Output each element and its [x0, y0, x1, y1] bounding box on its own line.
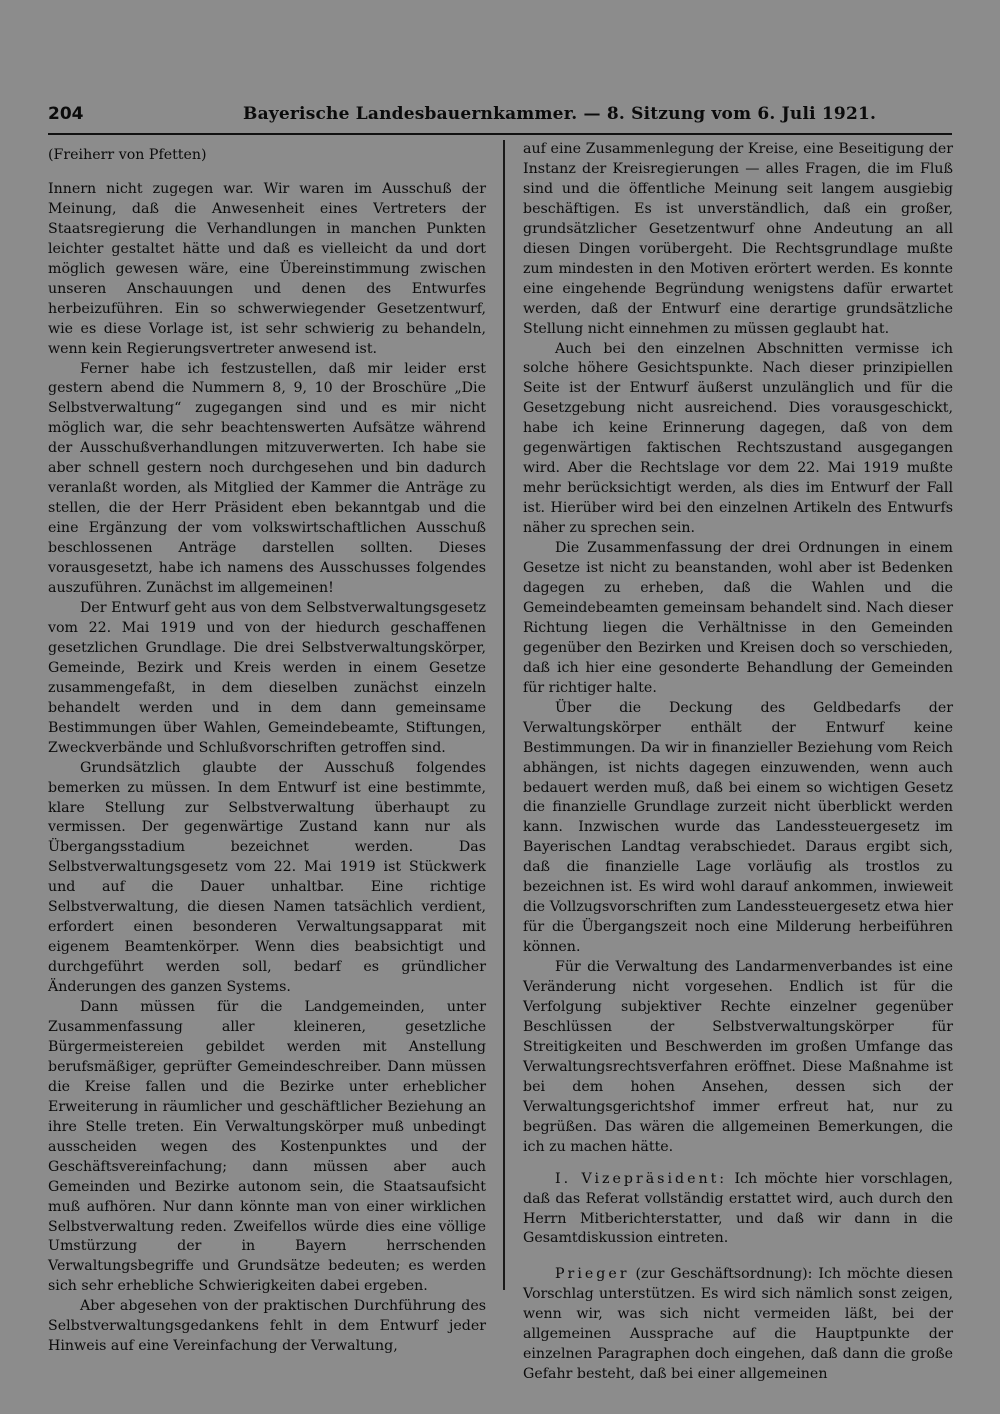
statement-text: Ich möchte hier vorschlagen, daß das Referat vollständig erstattet wird, auch durch den Herrn Mitberichterstatter, und daß wir dann in die Gesamtdiskussion eintreten.: [523, 1170, 953, 1247]
speaker-tag: (Freiherr von Pfetten): [48, 147, 207, 163]
page-header: [48, 100, 952, 130]
header-rule: [48, 133, 952, 135]
paragraph: Für die Verwaltung des Landarmenverbandes ist eine Veränderung nicht vorgesehen. Endlich ist für die Verfolgung subjektiver Rechte einzelner gegenüber Beschlüssen der Selbstverwaltungskörper für Streitigkeiten und Beschwerden im großen Umfange das Verwaltungsrechtsverfahren eröffnet. Diese Maßnahme ist bei dem hohen Ansehen, dessen sich der Verwaltungsgerichtshof immer erfreut hat, nur zu begrüßen. Das wären die allgemeinen Bemerkungen, die ich zu machen hätte.: [523, 959, 953, 1155]
paragraph: Der Entwurf geht aus von dem Selbstverwaltungsgesetz vom 22. Mai 1919 und von der hiedurch geschaffenen gesetzlichen Grundlage. Die drei Selbstverwaltungskörper, Gemeinde, Bezirk und Kreis werden in einem Gesetze zusammengefaßt, in dem dieselben zunächst einzeln behandelt werden und in dem dann gemeinsame Bestimmungen über Wahlen, Gemeindebeamte, Stiftungen, Zweckverbände und Schlußvorschriften getroffen sind.: [48, 599, 486, 756]
spacer: [523, 1158, 953, 1170]
paragraph: Aber abgesehen von der praktischen Durchführung des Selbstverwaltungsgedankens fehlt in dem Entwurf jeder Hinweis auf eine Vereinfachung der Verwaltung,: [48, 1298, 486, 1355]
right-column: [523, 140, 953, 1385]
page-number: 204: [48, 104, 84, 124]
paragraph: Ferner habe ich festzustellen, daß mir leider erst gestern abend die Nummern 8, 9, 10 der Broschüre „Die Selbstverwaltung“ zugegangen sind und es mir nicht möglich war, die sehr beachtenswerten Aufsätze während der Ausschußverhandlungen mitzuverwerten. Ich habe sie aber schnell gestern noch durchgesehen und bin dadurch veranlaßt worden, als Mitglied der Kammer die Anträge zu stellen, die der Herr Präsident eben bekanntgab und die eine Ergänzung der vom volkswirtschaftlichen Ausschuß beschlossenen Anträge darstellen sollten. Dieses vorausgesetzt, habe ich namens des Ausschusses folgendes auszuführen. Zunächst im allgemeinen!: [48, 360, 486, 597]
prieger-statement: [523, 1265, 953, 1385]
paragraph: Innern nicht zugegen war. Wir waren im Ausschuß der Meinung, daß die Anwesenheit eines Vertreters der Staatsregierung die Verhandlungen in manchen Punkten leichter gestaltet hätte und daß es vielleicht da und dort möglich gewesen wäre, eine Übereinstimmung zwischen unseren Anschauungen und denen des Entwurfes herbeizuführen. Ein so schwerwiegender Gesetzentwurf, wie es diese Vorlage ist, ist sehr schwierig zu behandeln, wenn kein Regierungsvertreter anwesend ist.: [48, 180, 486, 357]
running-title: Bayerische Landesbauernkammer. — 8. Sitzung vom 6. Juli 1921.: [243, 104, 877, 124]
paragraph: Auch bei den einzelnen Abschnitten vermisse ich solche höhere Gesichtspunkte. Nach dieser prinzipiellen Seite ist der Entwurf äußerst unzulänglich und für die Gesetzgebung nicht ausreichend. Dies vorausgeschickt, habe ich keine Erinnerung dagegen, daß von dem gegenwärtigen faktischen Rechtszustand ausgegangen wird. Aber die Rechtslage vor dem 22. Mai 1919 mußte mehr berücksichtigt werden, als dies im Entwurf der Fall ist. Hierüber wird bei den einzelnen Artikeln des Entwurfs näher zu sprechen sein.: [523, 340, 953, 537]
paragraph: Über die Deckung des Geldbedarfs der Verwaltungskörper enthält der Entwurf keine Bestimmungen. Da wir in finanzieller Beziehung vom Reich abhängen, ist nichts dagegen einzuwenden, wenn auch bedauert werden muß, daß bei einem so wichtigen Gesetz die finanzielle Grundlage zurzeit nicht überblickt werden kann. Inzwischen wurde das Landessteuergesetz im Bayerischen Landtag verabschiedet. Daraus ergibt sich, daß die finanzielle Lage vorläufig als trostlos zu bezeichnen ist. Es wird wohl darauf ankommen, inwieweit die Vollzugsvorschriften zum Landessteuergesetz etwa hier für die Übergangszeit noch eine Milderung herbeiführen können.: [523, 699, 953, 956]
paragraph: Dann müssen für die Landgemeinden, unter Zusammenfassung aller kleineren, gesetzliche Bürgermeistereien gebildet werden mit Anstellung berufsmäßiger, geprüfter Gemeindeschreiber. Dann müssen die Kreise fallen und die Bezirke unter erheblicher Erweiterung in räumlicher und geschäftlicher Beziehung an ihre Stelle treten. Ein Verwaltungskörper muß unbedingt ausscheiden wegen des Kostenpunktes und der Geschäftsvereinfachung; dann müssen aber auch Gemeinden und Bezirke autonom sein, die Staatsaufsicht muß aufhören. Nur dann könnte man von einer wirklichen Selbstverwaltung reden. Zweifellos würde dies eine völlige Umstürzung der in Bayern herrschenden Verwaltungsbegriffe und Grundsätze bedeuten; es werden sich sehr erhebliche Schwierigkeiten dabei ergeben.: [48, 999, 486, 1295]
spacer: [523, 1249, 953, 1265]
paragraph: Grundsätzlich glaubte der Ausschuß folgendes bemerken zu müssen. In dem Entwurf ist eine bestimmte, klare Stellung zur Selbstverwaltung überhaupt zu vermissen. Der gegenwärtige Zustand kann nur als Übergangsstadium bezeichnet werden. Das Selbstverwaltungsgesetz vom 22. Mai 1919 ist Stückwerk und auf die Dauer unhaltbar. Eine richtige Selbstverwaltung, die diesen Namen tatsächlich verdient, erfordert einen besonderen Verwaltungsapparat mit eigenem Beamtenkörper. Wenn dies beabsichtigt und durchgeführt werden soll, bedarf es gründlicher Änderungen des ganzen Systems.: [48, 759, 486, 996]
speaker-name: Prieger: [555, 1266, 630, 1283]
statement-text: (zur Geschäftsordnung): Ich möchte diesen Vorschlag unterstützen. Es wird sich nämlich sonst zeigen, wenn wir, was sich nicht vermeiden läßt, bei der allgemeinen Aussprache auf die Hauptpunkte der einzelnen Paragraphen doch eingehen, daß dann die große Gefahr besteht, daß bei einer allgemeinen: [523, 1266, 953, 1383]
paragraph: auf eine Zusammenlegung der Kreise, eine Beseitigung der Instanz der Kreisregierungen — alles Fragen, die im Fluß sind und die öffentliche Meinung seit langem ausgiebig beschäftigen. Es ist unverständlich, daß ein großer, grundsätzlicher Gesetzentwurf ohne Andeutung an all diesen Dingen vorübergeht. Die Rechtsgrundlage mußte zum mindesten in den Motiven erörtert werden. Es konnte eine eingehende Begründung wenigstens dafür erwartet werden, daß der Entwurf eine derartige grundsätzliche Stellung nicht einnehmen zu müssen geglaubt hat.: [523, 141, 953, 337]
column-divider: [503, 140, 505, 1290]
left-column: [48, 140, 486, 1357]
speaker-name: I. Vizepräsident:: [555, 1170, 728, 1187]
paragraph: Die Zusammenfassung der drei Ordnungen in einem Gesetze ist nicht zu beanstanden, wohl aber ist Bedenken dagegen zu erheben, daß die Wahlen und die Gemeindebeamten gemeinsam behandelt sind. Nach dieser Richtung liegen die Verhältnisse in den Gemeinden gegenüber den Bezirken und Kreisen doch so verschieden, daß ich hier eine gesonderte Behandlung der Gemeinden für richtiger halte.: [523, 540, 953, 696]
vizepraesident-statement: [523, 1170, 953, 1250]
